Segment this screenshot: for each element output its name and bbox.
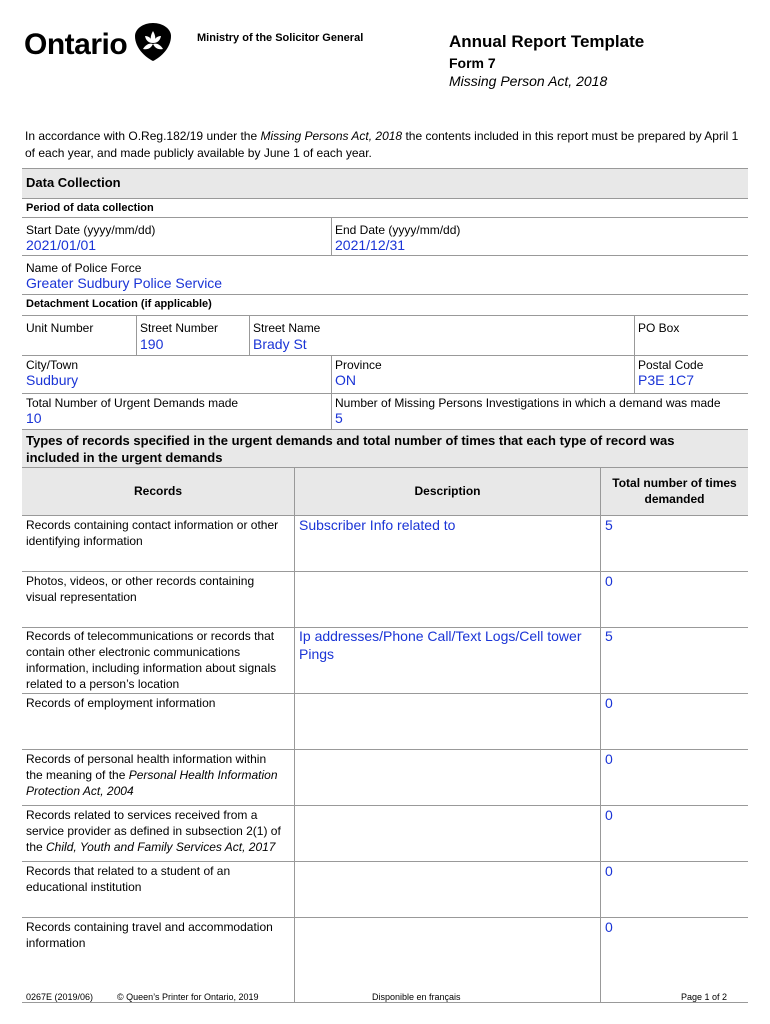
postal-code-field[interactable]: P3E 1C7 <box>638 372 695 388</box>
footer-form-code: 0267E (2019/06) <box>26 992 94 1002</box>
form-act: Missing Person Act, 2018 <box>449 73 608 89</box>
row-7-record: Records that related to a student of an educational institution <box>26 864 231 894</box>
unit-number-label: Unit Number <box>26 321 94 335</box>
form-number: Form 7 <box>449 55 496 71</box>
row-3-description[interactable]: Ip addresses/Phone Call/Text Logs/Cell tower Pings <box>299 628 582 662</box>
police-force-label: Name of Police Force <box>26 261 142 275</box>
investigations-field[interactable]: 5 <box>335 410 343 426</box>
row-7-total[interactable]: 0 <box>605 863 613 879</box>
urgent-demands-label: Total Number of Urgent Demands made <box>26 396 239 410</box>
end-date-label: End Date (yyyy/mm/dd) <box>335 223 461 237</box>
footer-page-number: Page 1 of 2 <box>681 992 728 1002</box>
province-field[interactable]: ON <box>335 372 356 388</box>
footer-copyright: © Queen’s Printer for Ontario, 2019 <box>117 992 259 1002</box>
row-4-total[interactable]: 0 <box>605 695 613 711</box>
start-date-label: Start Date (yyyy/mm/dd) <box>26 223 156 237</box>
row-3-record: Records of telecommunications or records that contain other electronic communications information, including information about signals related to a person’s location <box>26 629 277 691</box>
street-name-label: Street Name <box>253 321 321 335</box>
data-collection-header <box>22 168 748 198</box>
row-2-total[interactable]: 0 <box>605 573 613 589</box>
ministry-name: Ministry of the Solicitor General <box>197 32 364 44</box>
trillium-logo-icon <box>133 22 173 62</box>
col-total-header: Total number of times demanded <box>612 476 737 506</box>
form-title: Annual Report Template <box>449 32 645 51</box>
row-1-record: Records containing contact information or other identifying information <box>26 518 279 548</box>
row-6-record: Records related to services received from a service provider as defined in subsection 2(1) of the Child, Youth and Family Services Act, 2017 <box>26 808 281 854</box>
province-label: Province <box>335 358 382 372</box>
city-field[interactable]: Sudbury <box>26 372 79 388</box>
row-4-record: Records of employment information <box>26 696 216 710</box>
street-number-field[interactable]: 190 <box>140 336 164 352</box>
start-date-field[interactable]: 2021/01/01 <box>26 237 97 253</box>
row-8-total[interactable]: 0 <box>605 919 613 935</box>
street-number-label: Street Number <box>140 321 219 335</box>
period-label: Period of data collection <box>26 202 154 214</box>
footer-french-link[interactable]: Disponible en français <box>372 992 461 1002</box>
postal-code-label: Postal Code <box>638 358 704 372</box>
col-records-header: Records <box>133 484 183 498</box>
street-name-field[interactable]: Brady St <box>253 336 307 352</box>
col-description-header: Description <box>414 484 481 498</box>
records-section-title: Types of records specified in the urgent demands and total number of times that each type of record was included in the urgent demands <box>26 433 675 465</box>
intro-paragraph: In accordance with O.Reg.182/19 under the Missing Persons Act, 2018 the contents included in this report must be prepared by April 1 of each year, and made publicly available by June 1 of each year. <box>25 129 739 160</box>
row-5-total[interactable]: 0 <box>605 751 613 767</box>
detachment-label: Detachment Location (if applicable) <box>26 298 212 310</box>
police-force-field[interactable]: Greater Sudbury Police Service <box>26 275 223 291</box>
end-date-field[interactable]: 2021/12/31 <box>335 237 406 253</box>
row-1-description[interactable]: Subscriber Info related to <box>299 517 456 533</box>
city-label: City/Town <box>26 358 79 372</box>
row-5-record: Records of personal health information within the meaning of the Personal Health Information Protection Act, 2004 <box>26 752 278 798</box>
data-collection-title: Data Collection <box>26 175 121 190</box>
row-3-total[interactable]: 5 <box>605 628 613 644</box>
row-2-record: Photos, videos, or other records containing visual representation <box>26 574 255 604</box>
row-1-total[interactable]: 5 <box>605 517 613 533</box>
po-box-label: PO Box <box>638 321 680 335</box>
row-8-record: Records containing travel and accommodation information <box>26 920 273 950</box>
ontario-logo-text: Ontario <box>24 28 128 61</box>
investigations-label: Number of Missing Persons Investigations in which a demand was made <box>335 396 721 410</box>
urgent-demands-field[interactable]: 10 <box>26 410 42 426</box>
row-6-total[interactable]: 0 <box>605 807 613 823</box>
